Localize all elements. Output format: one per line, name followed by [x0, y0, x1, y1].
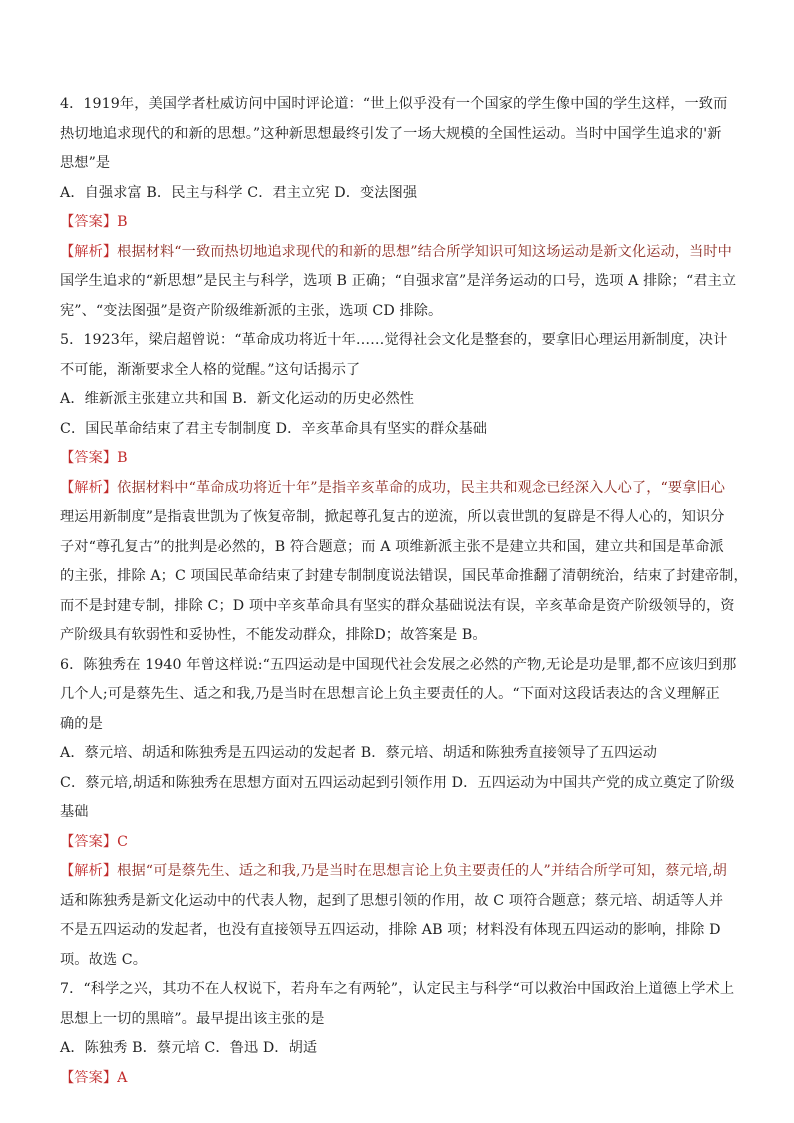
question-options: C．蔡元培,胡适和陈独秀在思想方面对五四运动起到引领作用 D．五四运动为中国共产党的成立奠定了阶级 — [60, 774, 735, 791]
explanation-label: 【解析】 — [60, 863, 118, 879]
explanation-label: 【解析】 — [60, 243, 118, 260]
answer-value: C — [117, 833, 129, 850]
explanation-text: 项。故选 C。 — [60, 951, 148, 968]
question-stem-line: 思想上一切的黑暗”。最早提出该主张的是 — [60, 1010, 325, 1027]
explanation-text: 宪”、“变法图强”是资产阶级维新派的主张，选项 CD 排除。 — [60, 302, 443, 319]
answer-label: 【答案】 — [60, 833, 118, 850]
question-options: A．陈独秀 B．蔡元培 C．鲁迅 D．胡适 — [60, 1040, 318, 1056]
explanation-text: 适和陈独秀是新文化运动中的代表人物，起到了思想引领的作用，故 C 项符合题意；蔡元培、胡适等人并 — [60, 892, 724, 909]
answer-value: A — [117, 1069, 128, 1086]
answer-label: 【答案】 — [60, 1069, 118, 1086]
answer-line — [60, 208, 730, 238]
question-stem-line: 6．陈独秀在 1940 年曾这样说:“五四运动是中国现代社会发展之必然的产物,无论是功是罪,都不应该归到那 — [60, 656, 737, 673]
question-stem-line: 思想”是 — [60, 155, 111, 171]
explanation-text: 而不是封建专制，排除 C；D 项中辛亥革命具有坚实的群众基础说法有误，辛亥革命是资产阶级领导的，资 — [60, 597, 735, 614]
answer-line — [60, 444, 730, 474]
question-options: C．国民革命结束了君主专制制度 D．辛亥革命具有坚实的群众基础 — [60, 420, 488, 437]
question-stem-line: 4．1919年，美国学者杜威访问中国时评论道：“世上似乎没有一个国家的学生像中国的学生这样，一致而 — [60, 96, 728, 112]
explanation-label: 【解析】 — [60, 479, 118, 496]
question-stem-line: 热切地追求现代的和新的思想。”这种新思想最终引发了一场大规模的全国性运动。当时中国学生追求的'新 — [60, 125, 722, 142]
question-stem-line: 确的是 — [60, 715, 103, 732]
answer-value: B — [117, 450, 128, 466]
question-6 — [60, 651, 737, 976]
question-options: 基础 — [60, 804, 89, 820]
question-options: A．蔡元培、胡适和陈独秀是五四运动的发起者 B．蔡元培、胡适和陈独秀直接领导了五四运动 — [60, 745, 657, 761]
explanation-text: 国学生追求的“新思想”是民主与科学，选项 B 正确；“自强求富”是洋务运动的口号，选项 A 排除；“君主立 — [60, 273, 737, 289]
answer-line — [60, 1064, 730, 1094]
question-4 — [60, 90, 737, 326]
document-page — [60, 90, 748, 1093]
explanation-text: 根据材料“一致而热切地追求现代的和新的思想”结合所学知识可知这场运动是新文化运动，当时中 — [117, 243, 732, 260]
question-7 — [60, 975, 735, 1093]
explanation-text: 的主张，排除 A；C 项国民革命结束了封建专制制度说法错误，国民革命推翻了清朝统治，结束了封建帝制， — [60, 568, 748, 584]
answer-line — [60, 828, 730, 858]
explanation-line — [60, 474, 730, 504]
answer-value: B — [117, 214, 128, 230]
explanation-text: 不是五四运动的发起者，也没有直接领导五四运动，排除 AB 项；材料没有体现五四运动的影响，排除 D — [60, 922, 721, 938]
explanation-text: 子对“尊孔复古”的批判是必然的，B 符合题意；而 A 项维新派主张不是建立共和国，建立共和国是革命派 — [60, 538, 724, 555]
explanation-text: 根据“可是蔡先生、适之和我,乃是当时在思想言论上负主要责任的人”并结合所学可知，蔡元培,胡 — [117, 863, 727, 879]
question-stem-line: 7．“科学之兴，其功不在人权说下，若舟车之有两轮”，认定民主与科学“可以救治中国政治上道德上学术上 — [60, 981, 735, 997]
explanation-line — [60, 857, 730, 887]
question-stem-line: 5．1923年，梁启超曾说：“革命成功将近十年……觉得社会文化是整套的，要拿旧心理运用新制度，决计 — [60, 332, 728, 348]
question-options: A．自强求富 B．民主与科学 C．君主立宪 D．变法图强 — [60, 184, 418, 201]
explanation-text: 产阶级具有软弱性和妥协性，不能发动群众，排除D；故答案是 B。 — [60, 627, 487, 643]
explanation-line — [60, 238, 730, 268]
answer-label: 【答案】 — [60, 450, 118, 466]
explanation-text: 依据材料中“革命成功将近十年”是指辛亥革命的成功，民主共和观念已经深入人心了，“要拿旧心 — [117, 479, 726, 496]
question-5 — [60, 326, 748, 651]
question-stem-line: 不可能，渐渐要求全人格的觉醒。”这句话揭示了 — [60, 361, 361, 378]
answer-label: 【答案】 — [60, 214, 118, 230]
question-stem-line: 几个人;可是蔡先生、适之和我,乃是当时在思想言论上负主要责任的人。“下面对这段话表达的含义理解正 — [60, 686, 720, 702]
explanation-text: 理运用新制度”是指袁世凯为了恢复帝制，掀起尊孔复古的逆流，所以袁世凯的复辟是不得人心的，知识分 — [60, 509, 725, 525]
question-options: A．维新派主张建立共和国 B．新文化运动的历史必然性 — [60, 391, 415, 407]
